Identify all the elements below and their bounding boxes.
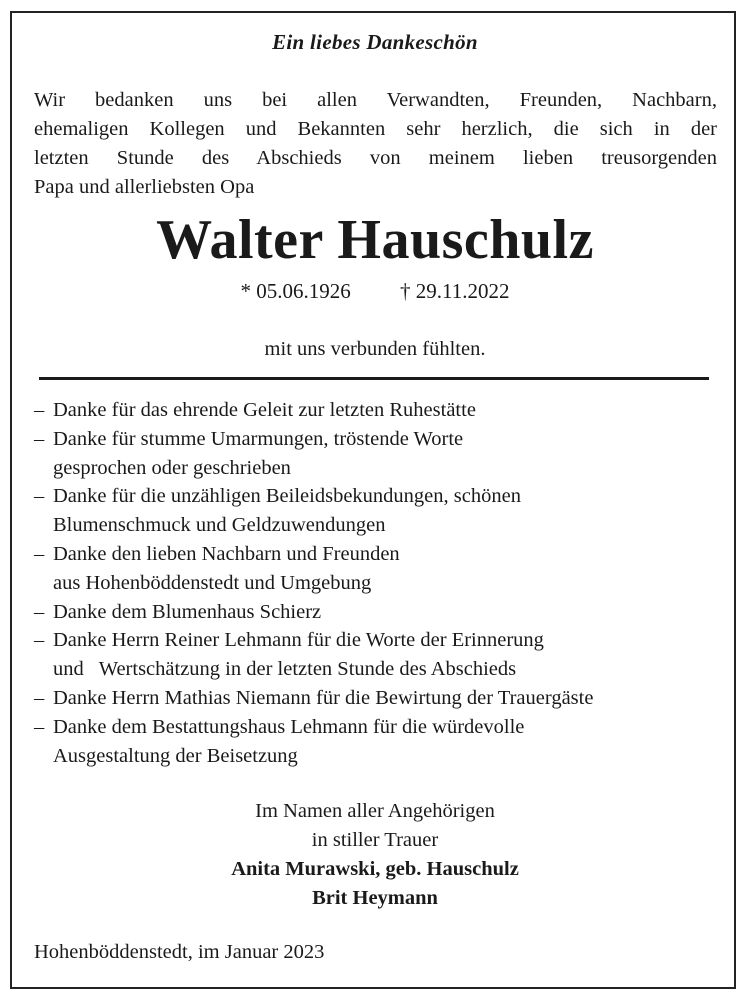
intro-line: letzten Stunde des Abschieds von meinem lieben treusorgenden (34, 147, 717, 169)
thanks-item (34, 598, 724, 627)
thanks-item (34, 482, 724, 540)
intro-line: ehemaligen Kollegen und Bekannten sehr herzlich, die sich in der (34, 118, 717, 140)
dash-bullet: – (34, 485, 45, 508)
death-date: † 29.11.2022 (400, 279, 510, 303)
signatory-name: Anita Murawski, geb. Hauschulz (231, 858, 519, 880)
thanks-text: Danke für stumme Umarmungen, tröstende Worte gesprochen oder geschrieben (53, 427, 464, 479)
connected-text: mit uns verbunden fühlten. (264, 338, 486, 360)
thanks-text: Danke Herrn Reiner Lehmann für die Worte der Erinnerung und Wertschätzung in der letzten Stunde des Abschieds (53, 629, 544, 681)
dash-bullet: – (34, 600, 45, 623)
signatory-name: Brit Heymann (312, 887, 438, 909)
birth-date: * 05.06.1926 (240, 279, 351, 303)
thanks-text: Danke den lieben Nachbarn und Freunden aus Hohenböddenstedt und Umgebung (53, 542, 400, 594)
intro-line: Papa und allerliebsten Opa (34, 176, 255, 198)
dash-bullet: – (34, 542, 45, 565)
thanks-item (34, 684, 724, 713)
thanks-item (34, 396, 724, 425)
thanks-item (34, 713, 724, 771)
dash-bullet: – (34, 715, 45, 738)
dash-bullet: – (34, 686, 45, 709)
thanks-list (34, 396, 724, 770)
closing-line: Im Namen aller Angehörigen (255, 800, 495, 822)
thanks-text: Danke Herrn Mathias Niemann für die Bewirtung der Trauergäste (53, 686, 594, 709)
thanks-text: Danke für die unzähligen Beileidsbekundungen, schönen Blumenschmuck und Geldzuwendungen (53, 485, 521, 537)
thanks-text: Danke dem Bestattungshaus Lehmann für die würdevolle Ausgestaltung der Beisetzung (53, 715, 525, 767)
dash-bullet: – (34, 427, 45, 450)
closing-block (0, 797, 750, 913)
life-dates (0, 279, 750, 304)
notice-heading: Ein liebes Dankeschön (272, 30, 478, 54)
intro-line: Wir bedanken uns bei allen Verwandten, Freunden, Nachbarn, (34, 89, 717, 111)
thanks-item (34, 540, 724, 598)
thanks-item (34, 626, 724, 684)
thanks-item (34, 425, 724, 483)
thanks-text: Danke für das ehrende Geleit zur letzten Ruhestätte (53, 399, 476, 421)
dash-bullet: – (34, 399, 45, 421)
dash-bullet: – (34, 629, 45, 652)
intro-paragraph (34, 86, 717, 202)
closing-line: in stiller Trauer (311, 829, 439, 851)
divider-rule (39, 377, 709, 380)
thanks-text: Danke dem Blumenhaus Schierz (53, 600, 322, 623)
place-date: Hohenböddenstedt, im Januar 2023 (34, 941, 325, 963)
deceased-name: Walter Hauschulz (156, 209, 594, 271)
